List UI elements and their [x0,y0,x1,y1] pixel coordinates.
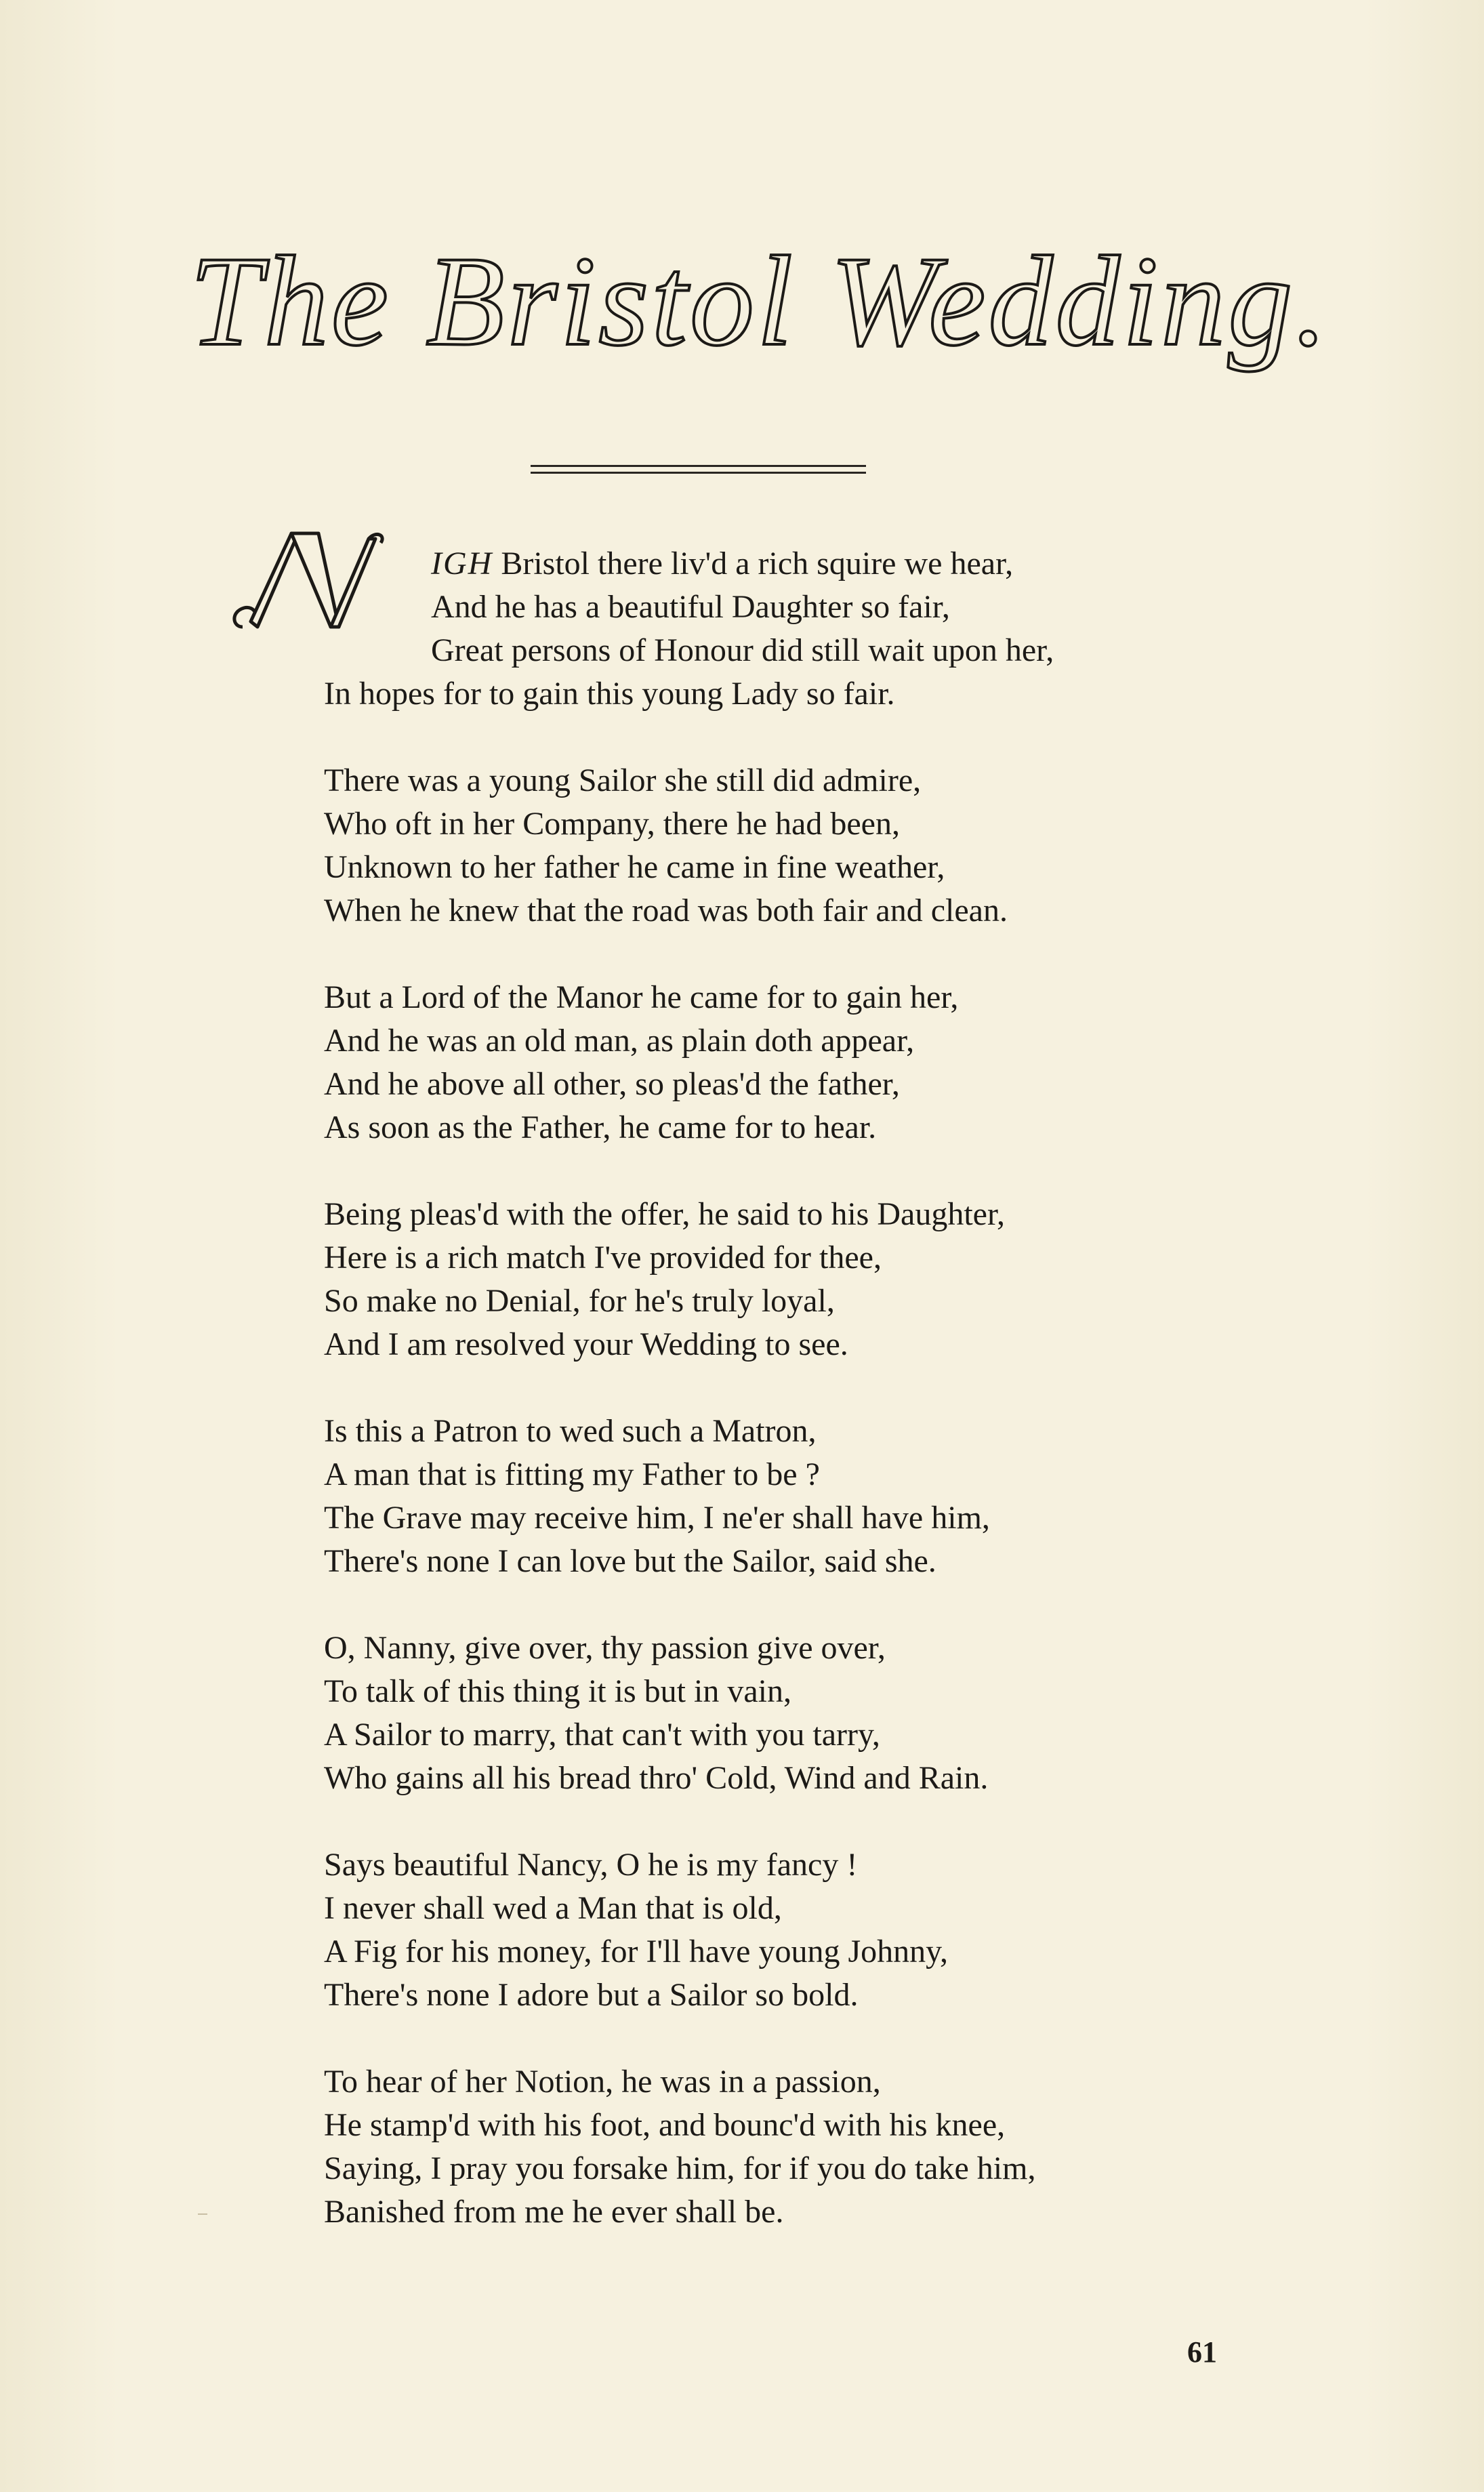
poem-line: When he knew that the road was both fair and clean. [324,893,1008,928]
poem-line: In hopes for to gain this young Lady so fair. [324,676,895,712]
stanza-4 [324,1193,1178,1366]
poem-body [324,542,1178,2277]
poem-line: Says beautiful Nancy, O he is my fancy ! [324,1847,858,1883]
poem-line: But a Lord of the Manor he came for to gain her, [324,979,959,1015]
poem-line: Saying, I pray you forsake him, for if you do take him, [324,2150,1036,2186]
poem-line: As soon as the Father, he came for to hear. [324,1109,877,1145]
poem-line: Who gains all his bread thro' Cold, Wind and Rain. [324,1760,989,1796]
poem-line: I never shall wed a Man that is old, [324,1890,782,1926]
poem-line: A man that is fitting my Father to be ? [324,1456,820,1492]
opening-word: IGH [431,546,493,581]
poem-line: Banished from me he ever shall be. [324,2194,784,2230]
poem-line: And he above all other, so pleas'd the father, [324,1066,900,1102]
stanza-8 [324,2060,1178,2234]
poem-line: Who oft in her Company, there he had been, [324,806,900,842]
poem-line: To talk of this thing it is but in vain, [324,1673,791,1709]
stanza-2 [324,759,1178,933]
poem-line: IGH Bristol there liv'd a rich squire we hear, [431,546,1014,581]
poem-line: Great persons of Honour did still wait upon her, [431,632,1054,668]
page-number: 61 [1187,2335,1217,2369]
poem-line: A Fig for his money, for I'll have young Johnny, [324,1934,948,1969]
poem-line: Being pleas'd with the offer, he said to his Daughter, [324,1196,1006,1232]
stanza-5 [324,1410,1178,1583]
stanza-1 [324,542,1178,716]
poem-line: So make no Denial, for he's truly loyal, [324,1283,835,1319]
poem-line: Here is a rich match I've provided for thee, [324,1240,882,1275]
poem-line: Unknown to her father he came in fine weather, [324,849,945,885]
poem-line: And he was an old man, as plain doth appear, [324,1023,915,1059]
poem-line: He stamp'd with his foot, and bounc'd with his knee, [324,2107,1006,2143]
poem-line: And I am resolved your Wedding to see. [324,1326,848,1362]
poem-line: A Sailor to marry, that can't with you tarry, [324,1717,880,1753]
stanza-3 [324,976,1178,1149]
poem-line: O, Nanny, give over, thy passion give over, [324,1630,886,1666]
stanza-7 [324,1843,1178,2017]
title-rule-upper [531,465,866,467]
poem-line: There was a young Sailor she still did admire, [324,762,922,798]
poem-line: And he has a beautiful Daughter so fair, [431,589,950,625]
poem-line: The Grave may receive him, I ne'er shall have him, [324,1500,990,1536]
poem-title: The Bristol Wedding. [190,230,1330,373]
poem-line: Is this a Patron to wed such a Matron, [324,1413,817,1449]
title-rule-lower [531,472,866,474]
poem-line: There's none I can love but the Sailor, said she. [324,1543,936,1579]
stanza-6 [324,1627,1178,1800]
margin-mark [198,2213,207,2215]
poem-line: There's none I adore but a Sailor so bold. [324,1977,859,2013]
poem-line: To hear of her Notion, he was in a passion, [324,2064,881,2100]
